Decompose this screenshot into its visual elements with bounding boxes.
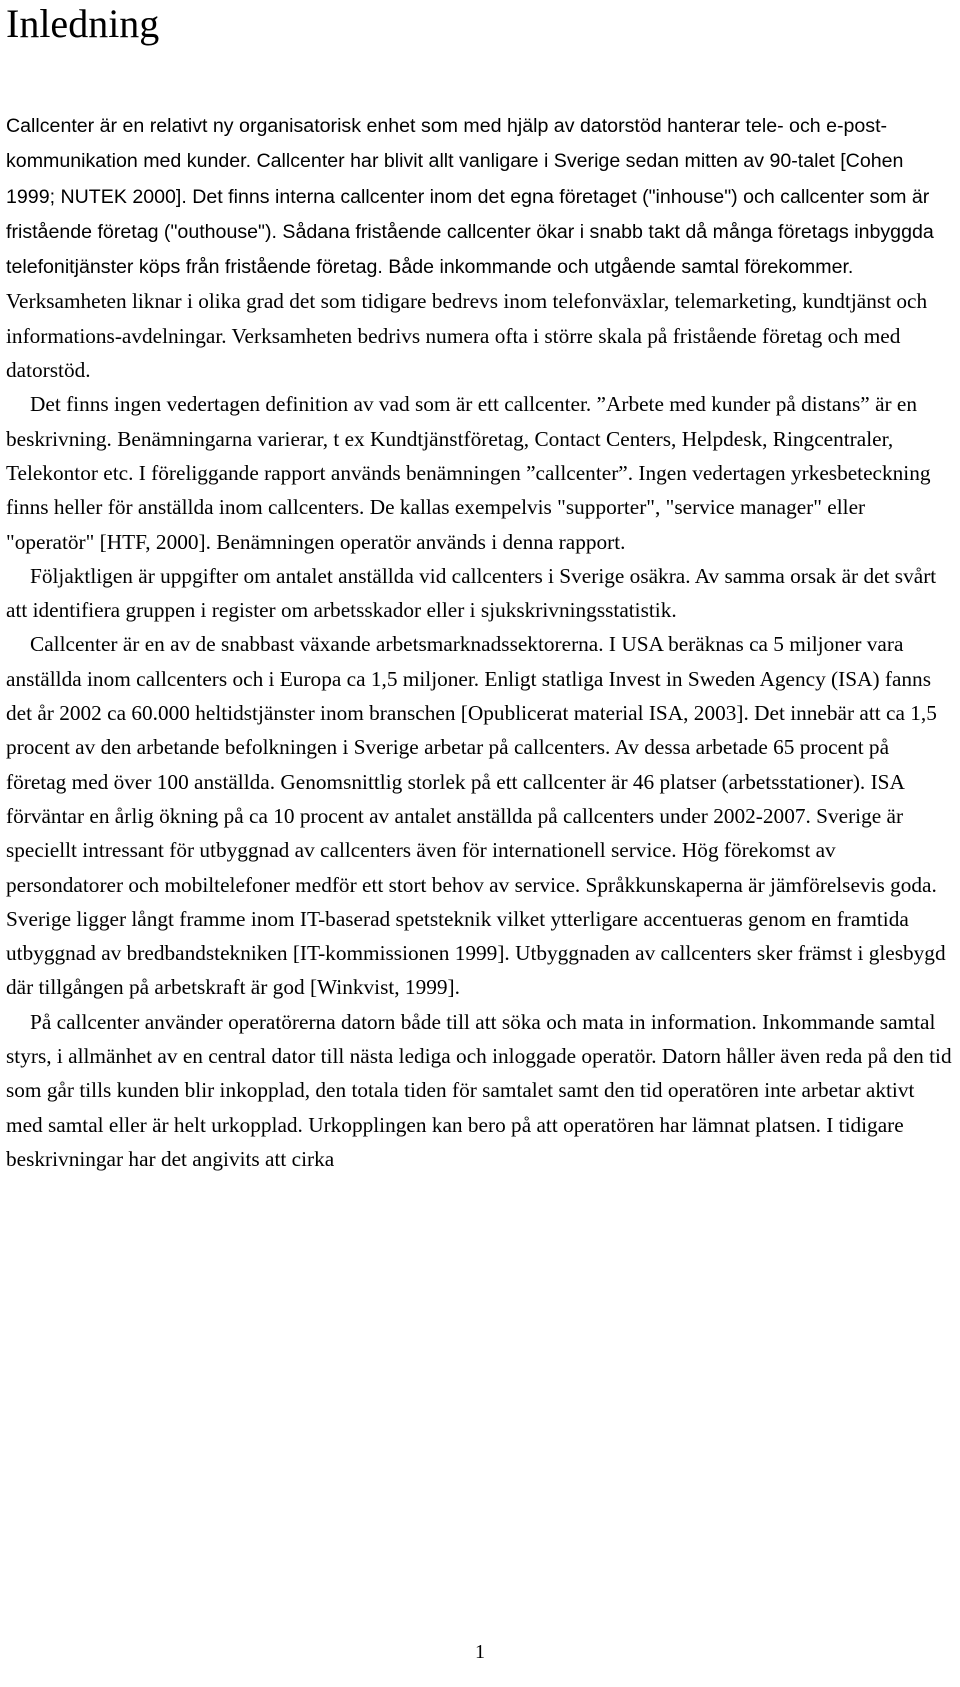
paragraph-2: Det finns ingen vedertagen definition av vad som är ett callcenter. ”Arbete med kunder på distans” är en beskrivning. Benämningarna varierar, t ex Kundtjänstföretag, Contact Centers, Helpdesk, Ringcentraler, Telekontor etc. I föreliggande rapport används benämningen ”callcenter”. Ingen vedertagen yrkesbeteckning finns heller för anställda inom callcenters. De kallas exempelvis "supporter", "service manager" eller "operatör" [HTF, 2000]. Benämningen operatör används i denna rapport.	[6, 392, 931, 554]
paragraph-3: Följaktligen är uppgifter om antalet anställda vid callcenters i Sverige osäkra. Av samma orsak är det svårt att identifiera gruppen i register om arbetsskador eller i sjukskrivningsstatistik.	[6, 563, 937, 623]
paragraph-1-serif-part: Verksamheten liknar i olika grad det som tidigare bedrevs inom telefonväxlar, telemarketing, kundtjänst och informations-avdelningar. Verksamheten bedrivs numera ofta i större skala på fristående företag och med datorstöd.	[6, 289, 928, 383]
page-number: 1	[475, 1641, 485, 1663]
paragraph-1-sans-part: Callcenter är en relativt ny organisatorisk enhet som med hjälp av datorstöd hanterar tele- och e-post-kommunikation med kunder. Callcenter har blivit allt vanligare i Sverige sedan mitten av 90-talet [Cohen 1999; NUTEK 2000]. Det finns interna callcenter inom det egna företaget ("inhouse") och callcenter som är fristående företag ("outhouse"). Sådana fristående callcenter ökar i snabb takt då många företags inbyggda telefonitjänster köps från fristående företag. Både inkommande och utgående samtal förekommer.	[6, 115, 934, 279]
paragraph-1	[6, 108, 954, 387]
body-text	[6, 108, 954, 1176]
paragraph-5: På callcenter använder operatörerna datorn både till att söka och mata in information. Inkommande samtal styrs, i allmänhet av en central dator till nästa lediga och inloggade operatör. Datorn håller även reda på den tid som går tills kunden blir inkopplad, den totala tiden för samtalet samt den tid operatören inte arbetar aktivt med samtal eller är helt urkopplad. Urkopplingen kan bero på att operatören har lämnat platsen. I tidigare beskrivningar har det angivits att cirka	[6, 1009, 952, 1171]
document-page	[6, 0, 954, 1176]
paragraph-4: Callcenter är en av de snabbast växande arbetsmarknadssektorerna. I USA beräknas ca 5 miljoner vara anställda inom callcenters och i Europa ca 1,5 miljoner. Enligt statliga Invest in Sweden Agency (ISA) fanns det år 2002 ca 60.000 heltidstjänster inom branschen [Opublicerat material ISA, 2003]. Det innebär att ca 1,5 procent av den arbetande befolkningen i Sverige arbetar på callcenters. Av dessa arbetade 65 procent på företag med över 100 anställda. Genomsnittlig storlek på ett callcenter är 46 platser (arbetsstationer). ISA förväntar en årlig ökning på ca 10 procent av antalet anställda på callcenters under 2002-2007. Sverige är speciellt intressant för utbyggnad av callcenters även för internationell service. Hög förekomst av persondatorer och mobiltelefoner medför ett stort behov av service. Språkkunskaperna är jämförelsevis goda. Sverige ligger långt framme inom IT-baserad spetsteknik vilket ytterligare accentueras genom en framtida utbyggnad av bredbandstekniken [IT-kommissionen 1999]. Utbyggnaden av callcenters sker främst i glesbygd där tillgången på arbetskraft är god [Winkvist, 1999].	[6, 632, 946, 1000]
page-title: Inledning	[6, 1, 160, 46]
